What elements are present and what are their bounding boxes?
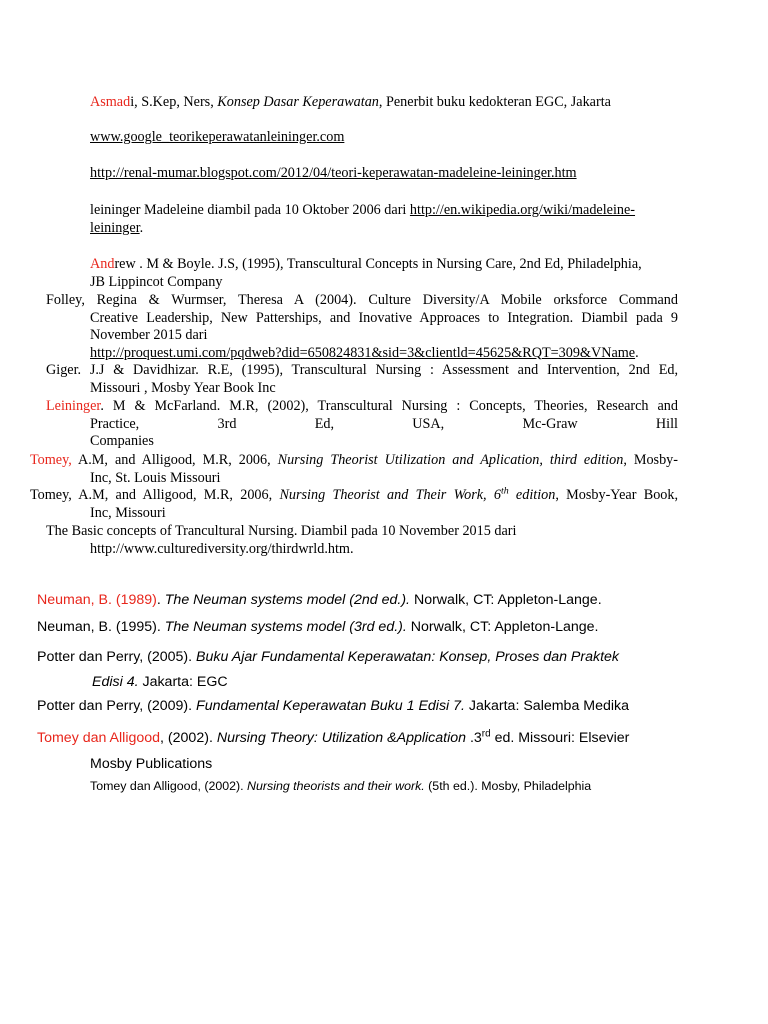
link-proquest[interactable]: http://proquest.umi.com/pqdweb?did=650824831&sid=3&clientld=45625&RQT=309&VName bbox=[90, 344, 636, 361]
book-title: Nursing Theory: Utilization &Application bbox=[216, 730, 467, 746]
book-title: Buku Ajar Fundamental Keperawatan: Konsep, Proses dan Praktek bbox=[196, 649, 620, 665]
highlighted-text: Tomey, bbox=[30, 452, 72, 468]
book-title: Konsep Dasar Keperawatan bbox=[217, 94, 379, 110]
reference-potter-2005: Potter dan Perry, (2005). Buku Ajar Fundamental Keperawatan: Konsep, Proses dan Praktek Edisi 4. Jakarta: EGC bbox=[37, 649, 620, 690]
reference-tomey-2002-b: Tomey dan Alligood, (2002). Nursing theorists and their work. (5th ed.). Mosby, Philadelphia bbox=[90, 779, 592, 793]
book-title: Nursing theorists and their work. bbox=[247, 779, 425, 793]
reference-neuman-1995: Neuman, B. (1995). The Neuman systems model (3rd ed.). Norwalk, CT: Appleton-Lange. bbox=[37, 619, 599, 635]
link-culturediversity[interactable]: http://www.culturediversity.org/thirdwrld.htm. bbox=[90, 540, 354, 557]
reference-neuman-1989: Neuman, B. (1989). The Neuman systems model (2nd ed.). Norwalk, CT: Appleton-Lange. bbox=[37, 592, 602, 608]
book-title: Nursing Theorist Utilization and Aplication, third edition bbox=[277, 452, 624, 468]
reference-wikipedia: leininger Madeleine diambil pada 10 Oktober 2006 dari http://en.wikipedia.org/wiki/madeleine- leininger. bbox=[90, 202, 636, 236]
reference-leininger: Leininger. M & McFarland. M.R, (2002), Transcultural Nursing : Concepts, Theories, Research and Practice, 3rd Ed, USA, Mc-Graw Hill Companies bbox=[46, 398, 678, 449]
reference-potter-2009: Potter dan Perry, (2009). Fundamental Keperawatan Buku 1 Edisi 7. Jakarta: Salemba Medika bbox=[37, 698, 630, 714]
highlighted-text: Asmad bbox=[90, 94, 131, 110]
highlighted-text: And bbox=[90, 256, 115, 272]
book-title: Nursing Theorist and Their Work, 6th edition bbox=[279, 485, 556, 503]
reference-andrew: Andrew . M & Boyle. J.S, (1995), Transcultural Concepts in Nursing Care, 2nd Ed, Philadelphia, JB Lippincot Company bbox=[90, 256, 642, 290]
link-wikipedia[interactable]: http://en.wikipedia.org/wiki/madeleine- bbox=[409, 202, 636, 218]
book-title: Fundamental Keperawatan Buku 1 Edisi 7. bbox=[196, 698, 465, 714]
reference-asmadi: Asmadi, S.Kep, Ners, Konsep Dasar Keperawatan, Penerbit buku kedokteran EGC, Jakarta bbox=[90, 94, 611, 110]
reference-google bbox=[90, 129, 344, 147]
reference-basic-concepts: The Basic concepts of Trancultural Nursing. Diambil pada 10 November 2015 dari http://www.culturediversity.org/thirdwrld.htm. bbox=[46, 523, 678, 558]
highlighted-text: Tomey dan Alligood bbox=[37, 730, 161, 746]
reference-renal bbox=[90, 165, 577, 183]
reference-tomey-2: Tomey, A.M, and Alligood, M.R, 2006, Nursing Theorist and Their Work, 6th edition, Mosby-Year Book, Inc, Missouri bbox=[30, 485, 679, 521]
reference-tomey-2002: Tomey dan Alligood, (2002). Nursing Theory: Utilization &Application .3rd ed. Missouri: Elsevier Mosby Publications bbox=[37, 728, 630, 772]
reference-giger: Giger. J.J & Davidhizar. R.E, (1995), Transcultural Nursing : Assessment and Intervention, 2nd Ed, Missouri , Mosby Year Book Inc bbox=[46, 362, 678, 396]
link-renal-blog[interactable]: http://renal-mumar.blogspot.com/2012/04/teori-keperawatan-madeleine-leininger.htm bbox=[90, 165, 577, 181]
reference-folley: Folley, Regina & Wurmser, Theresa A (2004). Culture Diversity/A Mobile orksforce Command Creative Leadership, New Patterships, and Inovative Approaces to Integration. Diambil pada 9 November 2015 dari http://proquest.umi.com/pqdweb?did=650824831&sid=3&clientld=45625&RQT=309&VName. bbox=[46, 292, 678, 361]
link-wikipedia-cont[interactable]: leininger bbox=[90, 219, 140, 236]
reference-tomey-1: Tomey, A.M, and Alligood, M.R, 2006, Nursing Theorist Utilization and Aplication, third edition, Mosby- Inc, St. Louis Missouri bbox=[30, 452, 678, 486]
book-title: The Neuman systems model (3rd ed.). bbox=[164, 619, 407, 635]
highlighted-text: Neuman, B. (1989) bbox=[37, 592, 157, 608]
highlighted-text: Leininger bbox=[46, 398, 101, 414]
book-title: The Neuman systems model (2nd ed.). bbox=[164, 592, 410, 608]
link-google[interactable]: www.google_teorikeperawatanleininger.com bbox=[90, 129, 345, 145]
